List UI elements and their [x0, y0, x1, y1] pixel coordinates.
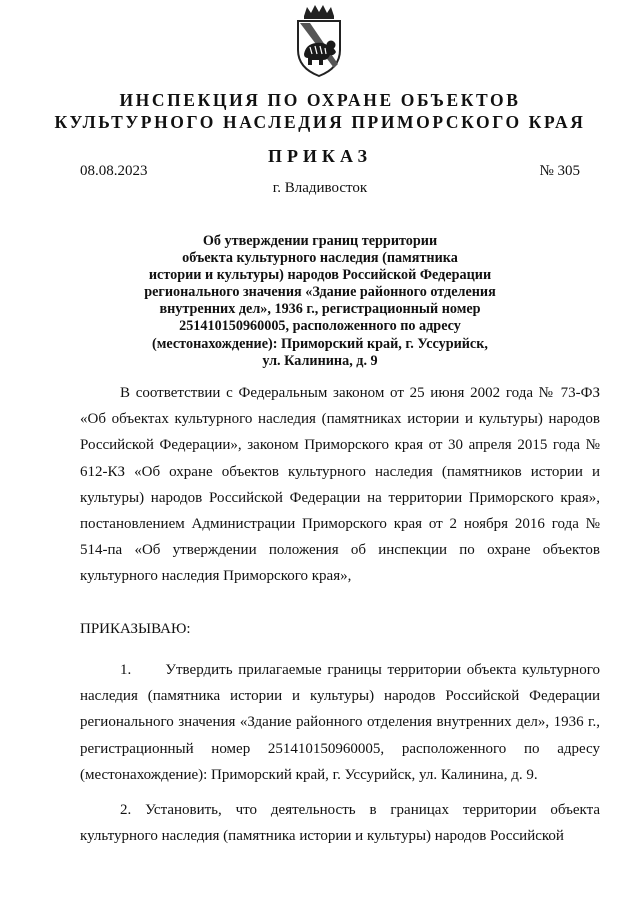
title-line: (местонахождение): Приморский край, г. Уссурийск, [152, 335, 488, 352]
document-number: № 305 [539, 163, 580, 179]
document-date: 08.08.2023 [80, 163, 148, 179]
coat-of-arms-icon [290, 4, 348, 78]
document-type: ПРИКАЗ [267, 146, 373, 166]
title-line: регионального значения «Здание районного отделения [144, 284, 496, 301]
title-line: ул. Калинина, д. 9 [262, 352, 378, 369]
title-line: 251410150960005, расположенного по адресу [179, 318, 461, 335]
title-line: объекта культурного наследия (памятника [182, 250, 458, 267]
agency-name-line2: КУЛЬТУРНОГО НАСЛЕДИЯ ПРИМОРСКОГО КРАЯ [54, 112, 586, 132]
document-title [0, 233, 640, 370]
crown-icon [304, 5, 334, 19]
order-item-1: 1. Утвердить прилагаемые границы территории объекта культурного наследия (памятника истории и культуры) народов Российской Федерации регионального значения «Здание районного отделения внутренних дел», 1936 г., регистрационный номер 251410150960005, расположенного по адресу (местонахождение): Приморский край, г. Уссурийск, ул. Калинина, д. 9. [80, 662, 600, 783]
order-directive: ПРИКАЗЫВАЮ: [80, 621, 191, 637]
preamble-paragraph: В соответствии с Федеральным законом от 25 июня 2002 года № 73-ФЗ «Об объектах культурного наследия (памятниках истории и культуры) народов Российской Федерации», законом Приморского края от 30 апреля 2015 года № 612-КЗ «Об охране объектов культурного наследия (памятников истории и культуры) народов Российской Федерации на территории Приморского края», постановлением Администрации Приморского края от 2 ноября 2016 года № 514-па «Об утверждении положения об инспекции по охране объектов культурного наследия Приморского края», [80, 385, 600, 585]
title-line: внутренних дел», 1936 г., регистрационный номер [159, 301, 481, 318]
order-item-2: 2. Установить, что деятельность в границах территории объекта культурного наследия (памятника истории и культуры) народов Российской [80, 802, 600, 845]
document-city: г. Владивосток [272, 180, 368, 196]
title-line: истории и культуры) народов Российской Федерации [148, 267, 492, 284]
title-line: Об утверждении границ территории [202, 233, 438, 249]
agency-name-line1: ИНСПЕКЦИЯ ПО ОХРАНЕ ОБЪЕКТОВ [119, 90, 521, 110]
